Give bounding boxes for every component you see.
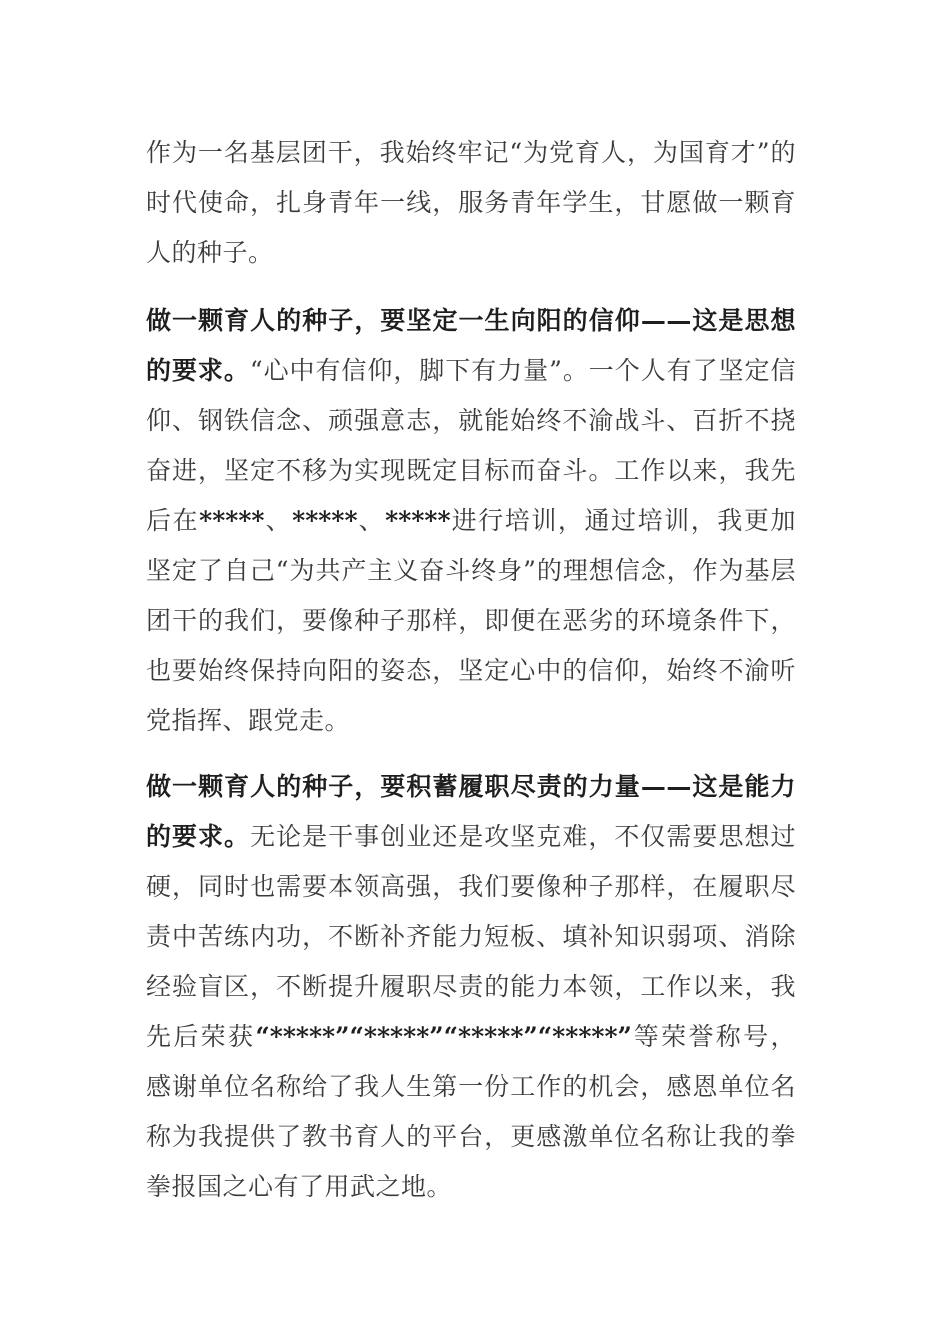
separator: 、	[264, 506, 293, 535]
paragraph-belief-text: “心中有信仰，脚下有力量”。一个人有了坚定信仰、钢铁信念、顽强意志，就能始终不渝战斗、百折不挠奋进，坚定不移为实现既定目标而奋斗。工作以来，我先后在	[146, 356, 796, 535]
paragraph-ability	[146, 762, 796, 1212]
redacted-honor: “*****”	[255, 1022, 350, 1051]
paragraph-belief-heading: 做一颗育人的种子，要坚定一生向阳的信仰——这是思想的要求。	[146, 306, 796, 385]
redacted-honor: “*****”	[537, 1022, 632, 1051]
paragraph-intro	[146, 128, 796, 278]
paragraph-intro-text: 作为一名基层团干，我始终牢记“为党育人，为国育才”的时代使命，扎身青年一线，服务青年学生，甘愿做一颗育人的种子。	[146, 138, 796, 267]
paragraph-ability-heading: 做一颗育人的种子，要积蓄履职尽责的力量——这是能力的要求。	[146, 772, 796, 851]
redacted-text: *****	[199, 506, 265, 535]
paragraph-ability-text-continued: 等荣誉称号，感谢单位名称给了我人生第一份工作的机会，感恩单位名称为我提供了教书育人的平台，更感激单位名称让我的拳拳报国之心有了用武之地。	[146, 1022, 796, 1201]
separator: 、	[357, 506, 386, 535]
redacted-honor: “*****”	[349, 1022, 444, 1051]
paragraph-belief-text-continued: 进行培训，通过培训，我更加坚定了自己“为共产主义奋斗终身”的理想信念，作为基层团干的我们，要像种子那样，即便在恶劣的环境条件下，也要始终保持向阳的姿态，坚定心中的信仰，始终不渝听党指挥、跟党走。	[146, 506, 796, 735]
redacted-text: *****	[385, 506, 451, 535]
redacted-honor: “*****”	[443, 1022, 538, 1051]
redacted-text: *****	[292, 506, 358, 535]
paragraph-belief	[146, 296, 796, 746]
paragraph-ability-text: 无论是干事创业还是攻坚克难，不仅需要思想过硬，同时也需要本领高强，我们要像种子那样，在履职尽责中苦练内功，不断补齐能力短板、填补知识弱项、消除经验盲区，不断提升履职尽责的能力本领，工作以来，我先后荣获	[146, 822, 796, 1051]
document-body	[146, 128, 796, 1228]
